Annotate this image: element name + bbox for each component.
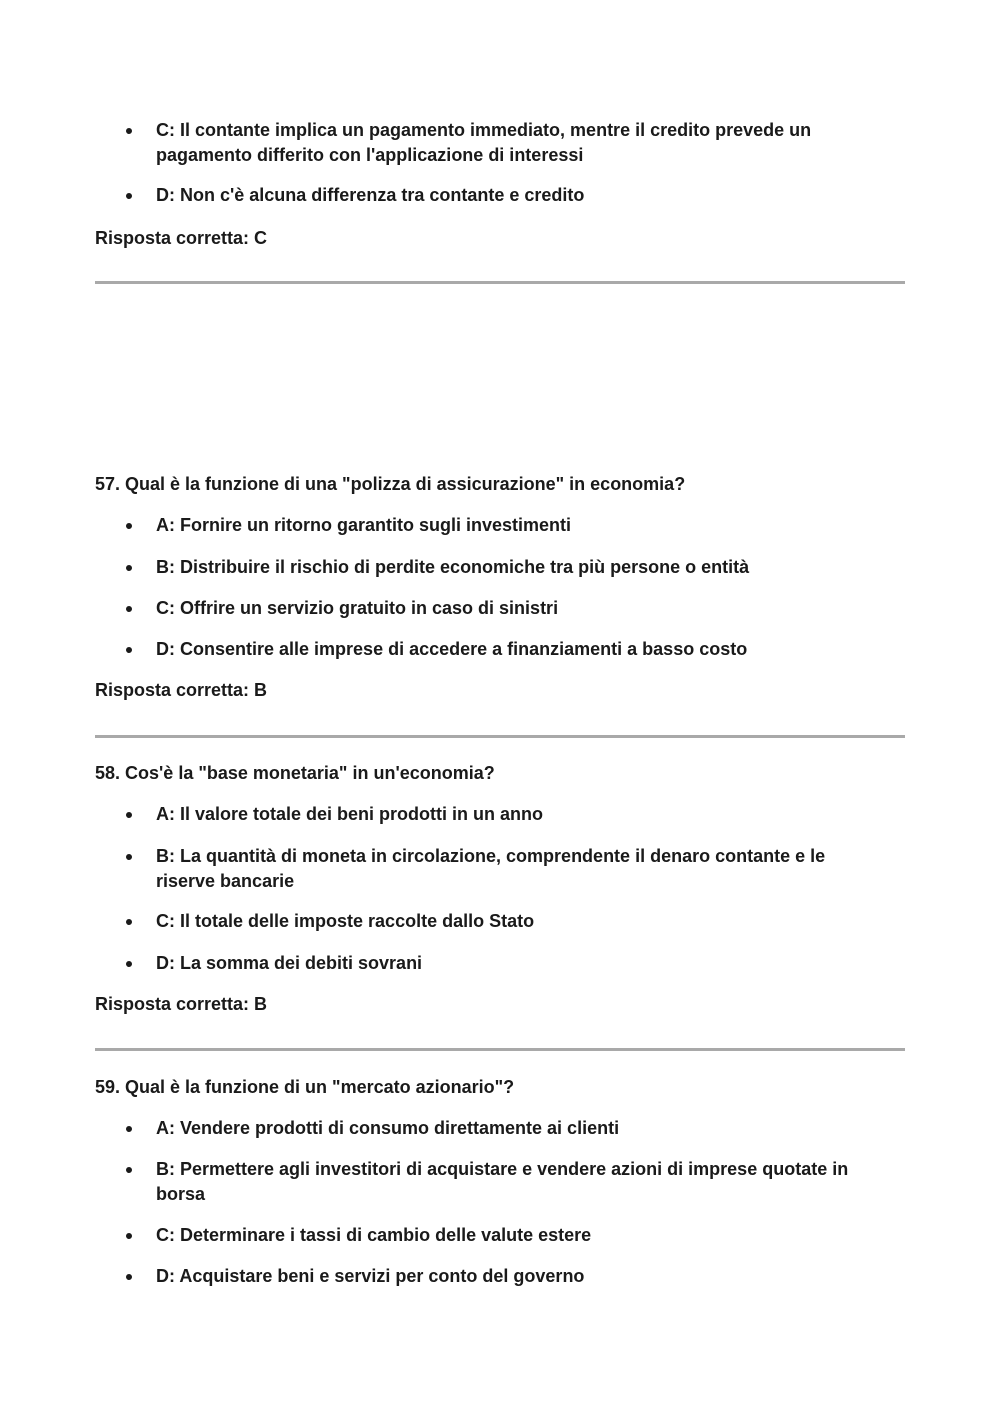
correct-answer: Risposta corretta: B <box>95 680 268 700</box>
bullet-icon <box>126 1274 132 1280</box>
bullet-icon <box>126 854 132 860</box>
option-label: C: Il contante implica un pagamento immediato, mentre il credito prevede un pagamento differito con l'applicazione di interessi <box>156 120 812 165</box>
option-label: D: Consentire alle imprese di accedere a finanziamenti a basso costo <box>156 639 748 659</box>
bullet-icon <box>126 606 132 612</box>
option-label: A: Fornire un ritorno garantito sugli investimenti <box>156 515 572 535</box>
separator <box>95 735 905 738</box>
bullet-icon <box>126 1167 132 1173</box>
option-label: B: Distribuire il rischio di perdite economiche tra più persone o entità <box>156 557 750 577</box>
option-label: B: Permettere agli investitori di acquistare e vendere azioni di imprese quotate in borsa <box>156 1159 849 1204</box>
question-title: 57. Qual è la funzione di una "polizza di assicurazione" in economia? <box>95 474 686 494</box>
option-label: C: Il totale delle imposte raccolte dallo Stato <box>156 911 535 931</box>
bullet-icon <box>126 128 132 134</box>
question-title: 59. Qual è la funzione di un "mercato azionario"? <box>95 1077 515 1097</box>
question-title: 58. Cos'è la "base monetaria" in un'economia? <box>95 763 495 783</box>
option-label: A: Il valore totale dei beni prodotti in un anno <box>156 804 544 824</box>
separator <box>95 1048 905 1051</box>
bullet-icon <box>126 523 132 529</box>
bullet-icon <box>126 961 132 967</box>
bullet-icon <box>126 812 132 818</box>
correct-answer: Risposta corretta: B <box>95 994 268 1014</box>
correct-answer: Risposta corretta: C <box>95 228 268 248</box>
option-label: C: Determinare i tassi di cambio delle valute estere <box>156 1225 592 1245</box>
option-label: D: Non c'è alcuna differenza tra contante e credito <box>156 185 585 205</box>
option-label: A: Vendere prodotti di consumo direttamente ai clienti <box>156 1118 620 1138</box>
option-label: D: La somma dei debiti sovrani <box>156 953 423 973</box>
separator <box>95 281 905 284</box>
bullet-icon <box>126 1126 132 1132</box>
bullet-icon <box>126 565 132 571</box>
bullet-icon <box>126 919 132 925</box>
option-label: B: La quantità di moneta in circolazione, comprendente il denaro contante e le riserve bancarie <box>156 846 826 891</box>
option-label: D: Acquistare beni e servizi per conto del governo <box>156 1266 585 1286</box>
bullet-icon <box>126 647 132 653</box>
option-label: C: Offrire un servizio gratuito in caso di sinistri <box>156 598 559 618</box>
bullet-icon <box>126 1233 132 1239</box>
bullet-icon <box>126 193 132 199</box>
